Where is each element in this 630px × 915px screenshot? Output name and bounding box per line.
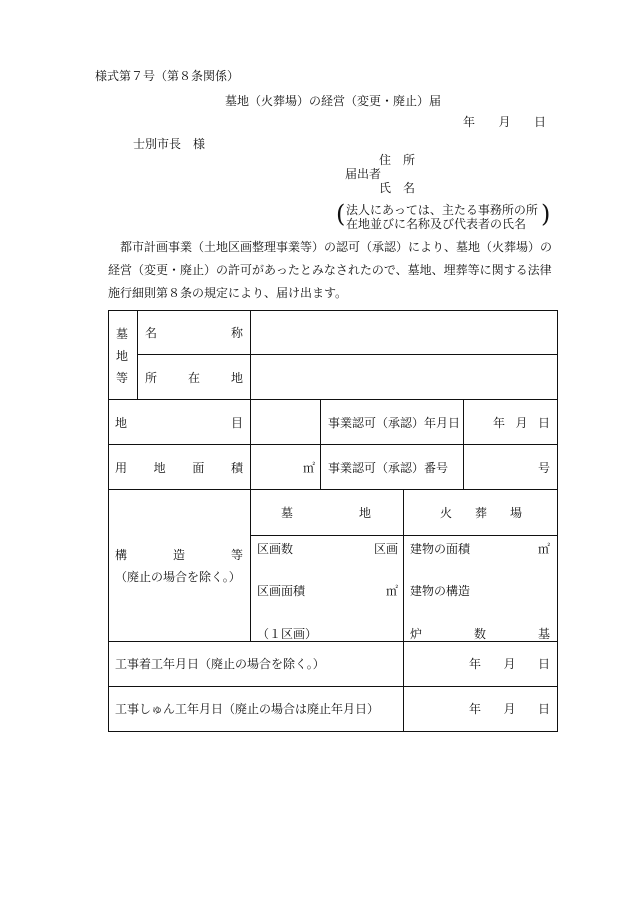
- land-category-field[interactable]: [251, 400, 320, 444]
- approval-date-field[interactable]: 年 月 日: [493, 416, 550, 430]
- plot-count-unit[interactable]: 区画: [373, 542, 398, 556]
- addressee: 士別市長 様: [133, 137, 206, 151]
- structure-label: 構 造 等: [115, 548, 243, 562]
- cemetery-header: 墓 地: [281, 506, 371, 520]
- form-number: 様式第７号（第８条関係）: [95, 69, 240, 83]
- name-field[interactable]: [251, 311, 557, 354]
- building-area-label: 建物の面積: [410, 542, 471, 556]
- address-label: 住 所: [379, 153, 416, 167]
- plot-count-label: 区画数: [257, 542, 294, 556]
- completion-date-field[interactable]: 年 月 日: [469, 702, 550, 716]
- plot-area-unit[interactable]: ㎡: [385, 584, 398, 598]
- applicant-note-line1: 法人にあっては、主たる事務所の所: [346, 203, 538, 217]
- approval-date-label: 事業認可（承認）年月日: [328, 416, 461, 430]
- group-label: 墓 地 等: [115, 327, 128, 385]
- structure-note: （廃止の場合を除く。）: [115, 570, 241, 584]
- land-category-label: 地 目: [115, 416, 243, 430]
- name-label: 氏 名: [379, 181, 416, 195]
- date-month-unit: 月: [498, 115, 511, 129]
- date-line: [463, 115, 546, 129]
- building-structure-label: 建物の構造: [410, 584, 471, 598]
- plot-area-label: 区画面積: [257, 584, 306, 598]
- furnace-row: 炉 数 基: [410, 627, 550, 641]
- approval-number-field[interactable]: 号: [537, 461, 550, 475]
- approval-number-label: 事業認可（承認）番号: [328, 461, 449, 475]
- crematorium-header: 火 葬 場: [440, 506, 522, 520]
- right-bracket: ): [541, 200, 551, 228]
- left-bracket: (: [336, 200, 346, 228]
- site-area-field[interactable]: ㎡: [302, 461, 315, 475]
- location-field[interactable]: [251, 355, 557, 399]
- per-plot-label: （１区画）: [257, 627, 318, 641]
- date-year-unit: 年: [463, 115, 476, 129]
- start-date-field[interactable]: 年 月 日: [469, 657, 550, 671]
- start-date-label: 工事着工年月日（廃止の場合を除く。）: [115, 657, 325, 671]
- document-title: 墓地（火葬場）の経営（変更・廃止）届: [225, 94, 442, 108]
- applicant-note-line2: 在地並びに名称及び代表者の氏名: [346, 217, 527, 231]
- name-label-cell: 名 称: [145, 326, 243, 340]
- date-day-unit: 日: [533, 115, 546, 129]
- location-label-cell: 所 在 地: [145, 371, 243, 385]
- completion-date-label: 工事しゅん工年月日（廃止の場合は廃止年月日）: [115, 702, 380, 716]
- building-area-unit[interactable]: ㎡: [537, 542, 550, 556]
- site-area-label: 用 地 面 積: [115, 461, 243, 475]
- body-text: 都市計画事業（土地区画整理事業等）の認可（承認）により、墓地（火葬場）の経営（変更・廃止）の許可があったとみなされたので、墓地、埋葬等に関する法律施行細則第８条の規定により、届け出ます。: [108, 240, 553, 300]
- applicant-label: 届出者: [345, 167, 382, 181]
